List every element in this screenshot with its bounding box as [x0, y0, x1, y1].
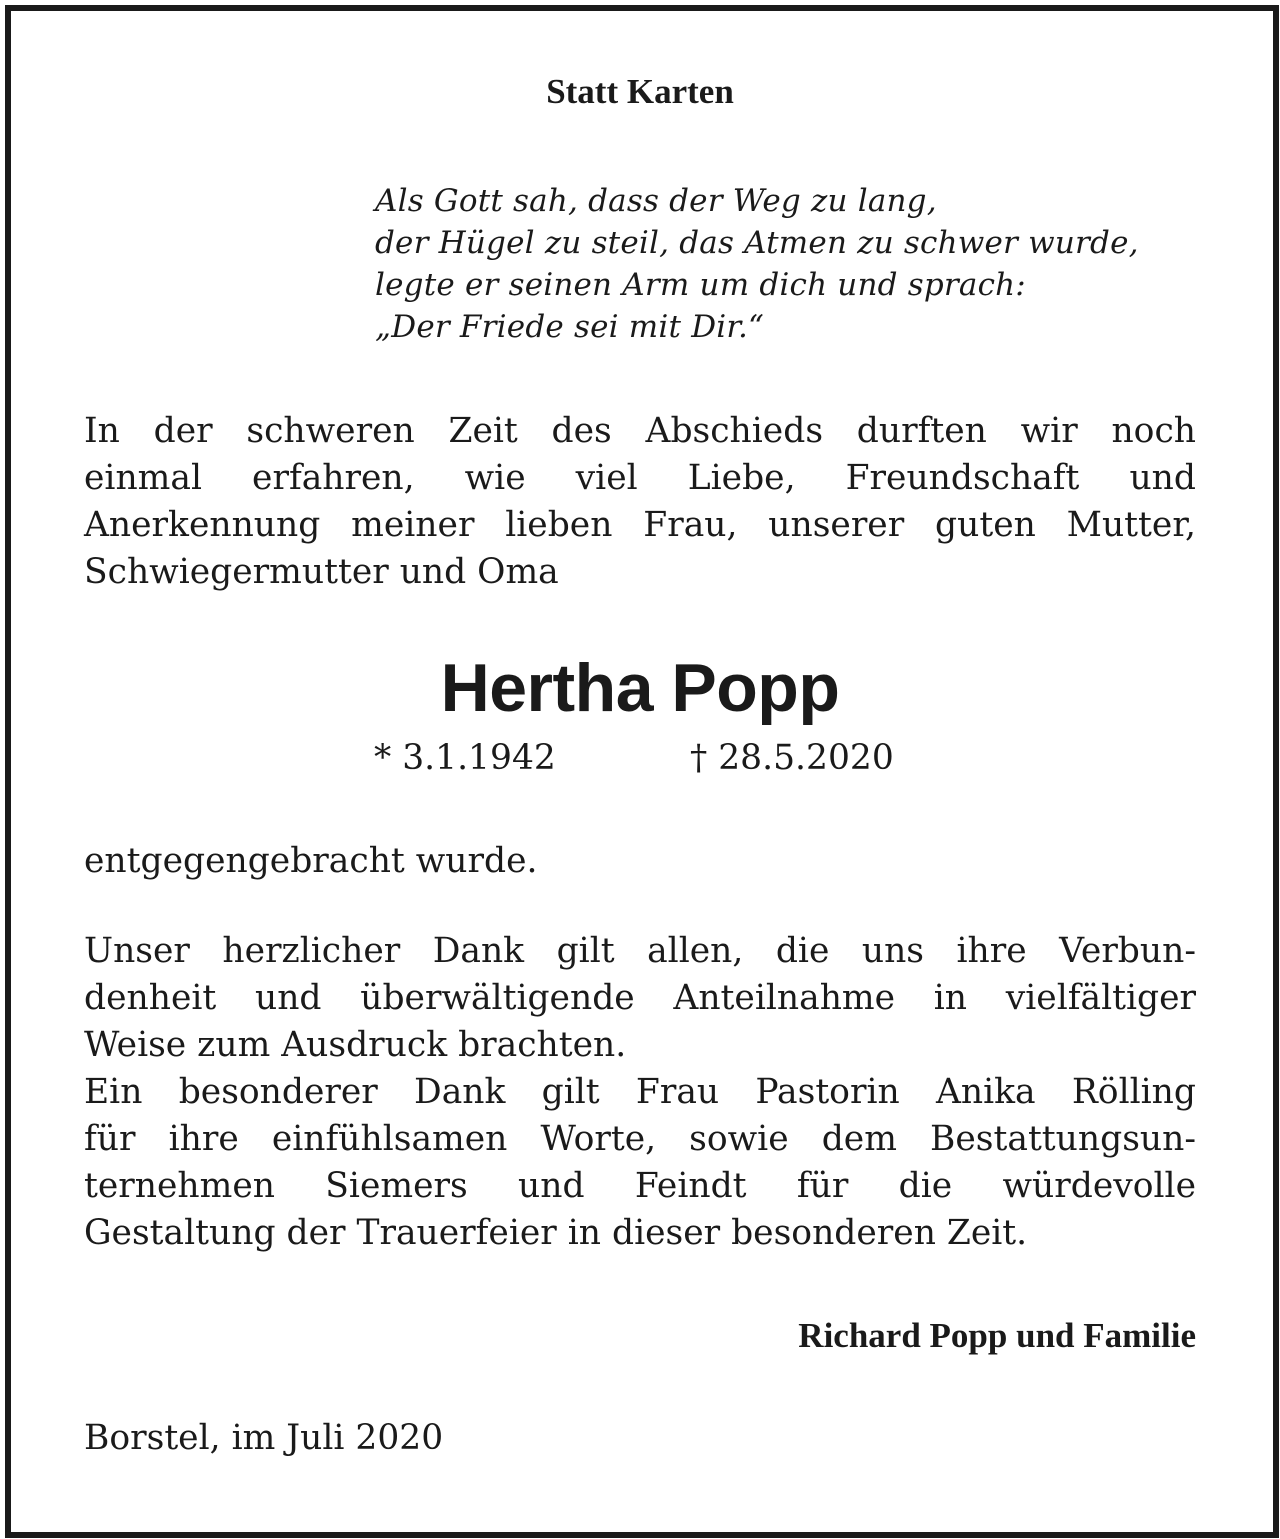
intro-line: Schwiegermutter und Oma: [84, 552, 559, 592]
thanks-line: denheit und überwältigende Anteilnahme in vielfältiger: [84, 978, 1196, 1018]
intro-line: Anerkennung meiner lieben Frau, unserer guten Mutter,: [84, 505, 1196, 545]
intro-line: In der schweren Zeit des Abschieds durften wir noch: [84, 411, 1196, 451]
thanks-line: für ihre einfühlsamen Worte, sowie dem Bestattungsun-: [84, 1119, 1196, 1159]
thanks-line: ternehmen Siemers und Feindt für die würdevolle: [84, 1166, 1196, 1206]
thanks-line: Weise zum Ausdruck brachten.: [84, 1025, 627, 1065]
intro-line: einmal erfahren, wie viel Liebe, Freundschaft und: [84, 458, 1196, 498]
continuation-line: entgegengebracht wurde.: [84, 841, 538, 881]
deceased-name: Hertha Popp: [440, 650, 840, 726]
poem-line: der Hügel zu steil, das Atmen zu schwer wurde,: [375, 225, 1139, 261]
place-date: Borstel, im Juli 2020: [84, 1418, 444, 1458]
thanks-line: Unser herzlicher Dank gilt allen, die uns ihre Verbun-: [84, 931, 1196, 971]
intro-paragraph: [84, 408, 1196, 596]
death-date: † 28.5.2020: [690, 738, 894, 778]
continuation-text: [84, 838, 1196, 885]
thanks-line: Ein besonderer Dank gilt Frau Pastorin Anika Rölling: [84, 1072, 1196, 1112]
birth-date: * 3.1.1942: [374, 738, 556, 778]
thanks-paragraph: [84, 928, 1196, 1257]
signature: Richard Popp und Familie: [798, 1316, 1196, 1355]
poem-line: legte er seinen Arm um dich und sprach:: [375, 267, 1026, 303]
poem-line: Als Gott sah, dass der Weg zu lang,: [375, 183, 937, 219]
poem-line: „Der Friede sei mit Dir.“: [375, 309, 765, 345]
notice-heading: Statt Karten: [546, 72, 734, 111]
thanks-line: Gestaltung der Trauerfeier in dieser besonderen Zeit.: [84, 1213, 1028, 1253]
poem-block: [375, 180, 1235, 348]
